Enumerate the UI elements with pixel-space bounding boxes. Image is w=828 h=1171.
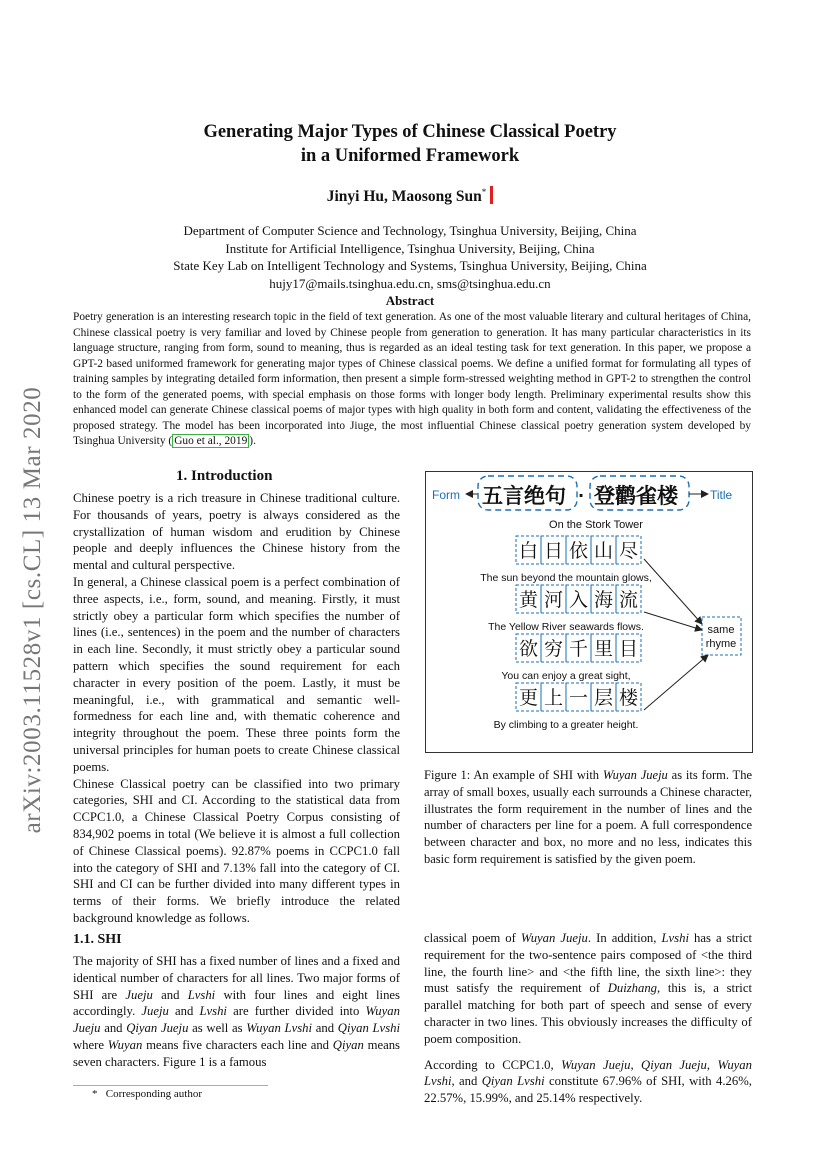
form-label: Form [432, 488, 460, 502]
text-run: , this is, a strict parallel matching for both part of speech and sense of every character in two lines. This obviously increases the difficulty of poem composition. [424, 981, 752, 1046]
shi-continued [424, 930, 752, 1107]
poem-character: 尽 [618, 540, 639, 562]
caption-rest: as its form. The array of small boxes, usually each surrounds a Chinese character, illustrates the form requirement in the number of lines and the number of characters per line for a poem. A full correspondence between character and box, no more and no less, indicates this basic form requirement is satisfied by the given poem. [424, 768, 752, 866]
poem-character: 上 [543, 687, 564, 709]
text-run: are further divided into [226, 1004, 366, 1019]
footnote [92, 1088, 202, 1100]
term-qiyan: Qiyan [332, 1037, 364, 1052]
section-heading-introduction: 1. Introduction [176, 468, 273, 484]
term-qiyan-jueju: Qiyan Jueju [641, 1057, 707, 1072]
intro-paragraph-1: Chinese poetry is a rich treasure in Chinese traditional culture. For thousands of years, poetry is always considered as the crystallization of human wisdom and erudition by Chinese people and deeply influences the Chinese history from the mental and cultural perspective. [73, 491, 400, 573]
text-run: , [706, 1057, 718, 1072]
affiliation-1: Department of Computer Science and Technology, Tsinghua University, Beijing, China [183, 223, 637, 238]
poem-character: 一 [568, 687, 589, 709]
author-emails: hujy17@mails.tsinghua.edu.cn, sms@tsinghua.edu.cn [269, 275, 551, 291]
form-text: 五言绝句 [482, 484, 566, 508]
poem-character: 河 [543, 589, 564, 611]
paper-title [100, 120, 720, 168]
text-run: , and [451, 1074, 482, 1089]
title-label: Title [710, 488, 733, 502]
term-wuyan-lvshi: Wuyan Lvshi [424, 1057, 752, 1089]
poem-character: 楼 [618, 687, 639, 709]
affiliation-3: State Key Lab on Intelligent Technology and Systems, Tsinghua University, Beijing, China [173, 258, 647, 273]
figure-1-caption [424, 767, 752, 868]
text-run: as well as [188, 1021, 247, 1036]
text-run: where [73, 1037, 108, 1052]
poem-character: 依 [568, 540, 589, 562]
text-run: and [312, 1021, 338, 1036]
poem-character: 穷 [543, 638, 564, 660]
poem-character: 日 [543, 540, 564, 562]
poem-character: 海 [593, 589, 614, 611]
text-run: with four lines and eight lines accordingly. [73, 987, 400, 1019]
poem-character: 欲 [518, 638, 539, 660]
shi-paragraph [73, 953, 400, 1071]
poem-character: 黄 [518, 589, 539, 611]
abstract-period: . [253, 435, 256, 447]
separator-dot: · [578, 486, 585, 505]
text-run: means five characters each line and [142, 1037, 333, 1052]
intro-body [73, 490, 400, 927]
term-lvshi: Lvshi [661, 931, 689, 945]
rhyme-arrow-line-4 [644, 655, 708, 710]
poem-line-translation: You can enjoy a great sight, [501, 670, 631, 682]
citation-link[interactable]: Guo et al., 2019 [174, 435, 248, 447]
poem-character: 山 [593, 540, 614, 562]
term-lvshi: Lvshi [187, 987, 216, 1002]
intro-paragraph-2: In general, a Chinese classical poem is a perfect combination of three aspects, i.e., form, sound, and meaning. Firstly, it must strictly obey a particular form which specifies the number of lines (i.e., sentences) in the poem and the number of characters in each line. Secondly, it must strictly obey a particular sound pattern which specifies the sound requirement for each character in every position of the poem. Lastly, it must be meaningful, i.e., with grammatical and semantic well-formedness for each line and, with thematic coherence and integrity throughout the poem. These three points form the universal principles for human poets to create Chinese classical poems. [73, 574, 400, 774]
text-run: According to CCPC1.0, [424, 1057, 562, 1072]
title-line-1: Generating Major Types of Chinese Classical Poetry [203, 122, 617, 142]
poem-line-translation: The Yellow River seawards flows. [488, 621, 644, 633]
text-run: The majority of SHI has a fixed number of lines and a fixed and identical number of characters for all lines. Two major forms of SHI are [73, 954, 400, 1002]
term-jueju: Jueju [125, 987, 153, 1002]
figure-1 [425, 471, 753, 753]
term-qiyan-lvshi: Qiyan Lvshi [481, 1074, 545, 1089]
arxiv-id: arXiv:2003.11528v1 [cs.CL] 13 Mar 2020 [19, 386, 46, 834]
text-run: and [152, 987, 188, 1002]
text-run: classical poem of [424, 931, 521, 945]
term-lvshi: Lvshi [199, 1004, 227, 1019]
title-text: 登鹳雀楼 [594, 484, 678, 508]
shi-paragraph-continued [424, 930, 752, 1048]
term-jueju: Jueju [141, 1004, 169, 1019]
poem-character: 流 [618, 589, 639, 611]
author-mark: * [481, 186, 487, 197]
intro-paragraph-3: Chinese Classical poetry can be classified into two primary categories, SHI and CI. According to the statistical data from CCPC1.0, a Chinese Classical Poetry Corpus consisting of 834,902 poems in total (We believe it is almost a full collection of Chinese Classical poems). 92.87% poems in CCPC1.0 fall into the category of SHI and 7.13% fall into the category of CI. SHI and CI can be further divided into many different types in terms of their forms. We briefly introduce the related background knowledge as follows. [73, 776, 400, 925]
text-run: , [630, 1057, 642, 1072]
text-run: means seven characters. Figure 1 is a famous [73, 1037, 400, 1069]
term-qiyan-lvshi: Qiyan Lvshi [337, 1021, 400, 1036]
poem-line-translation: By climbing to a greater height. [493, 719, 639, 731]
poem-character: 目 [618, 638, 639, 660]
text-cursor [490, 186, 493, 204]
text-run: has a strict requirement for the two-sentence pairs composed of <the third line, the fourth line> and <the fifth line, the sixth line>: they must satisfy the requirement of [424, 931, 752, 996]
caption-form: Wuyan Jueju [602, 768, 668, 782]
abstract-body: Poetry generation is an interesting research topic in the field of text generation. As one of the most valuable literary and cultural heritages of China, Chinese classical poetry is very familiar and loved by Chinese people from generation to generation. It has many particular characteristics in its language structure, ranging from form, sound to meaning, thus is regarded as an ideal testing task for text generation. In this paper, we propose a GPT-2 based uniformed framework for generating major types of Chinese classical poems. We define a unified format for formulating all types of training samples by integrating detailed form information, then present a simple form-stressed weighting method in GPT-2 to strengthen the control to the form of the generated poems, with special emphasis on those forms with longer body length. Preliminary experimental results show this enhanced model can generate Chinese classical poems of major types with high quality in both form and content, validating the effectiveness of the proposed strategy. The model has been incorporated into Jiuge, the most influential Chinese classical poetry generation system developed by Tsinghua University ( Guo et al., 2019 ). [73, 311, 751, 447]
poem-line-translation: The sun beyond the mountain glows, [480, 572, 652, 584]
text-run: . In addition, [587, 931, 662, 945]
term-wuyan-jueju: Wuyan Jueju [520, 931, 588, 945]
shi-body [73, 953, 400, 1071]
text-run: constitute 67.96% of SHI, with 4.26%, 22.57%, 15.99%, and 25.14% respectively. [424, 1074, 752, 1106]
poem-character: 更 [518, 687, 539, 709]
rhyme-label-same: same [707, 624, 735, 636]
poem-title-english: On the Stork Tower [549, 519, 643, 531]
term-qiyan-jueju: Qiyan Jueju [126, 1021, 189, 1036]
abstract-heading: Abstract [385, 293, 435, 308]
title-line-2: in a Uniformed Framework [300, 146, 520, 166]
poem-character: 千 [568, 638, 589, 660]
footnote-text: Corresponding author [105, 1088, 202, 1100]
abstract-text: Poetry generation is an interesting research topic in the field of text generation. As one of the most valuable literary and cultural heritages of China, Chinese classical poetry is very familiar and loved by Chinese people from generation to generation. It has many particular characteristics in its language structure, ranging from form, sound to meaning, thus is regarded as an ideal testing task for text generation. In this paper, we propose a GPT-2 based uniformed framework for generating major types of Chinese classical poems. We define a unified format for formulating all types of training samples by integrating detailed form information, then present a simple form-stressed weighting method in GPT-2 to strengthen the control to the form of the generated poems, with special emphasis on those forms with longer body length. Preliminary experimental results show this enhanced model can generate Chinese classical poems of major types with high quality in both form and content, validating the effectiveness of the proposed strategy. The model has been incorporated into Jiuge, the most influential Chinese classical poetry generation system developed by Tsinghua University [73, 311, 751, 447]
author-names: Jinyi Hu, Maosong Sun [326, 188, 482, 205]
term-duizhang: Duizhang [607, 981, 658, 996]
rhyme-label-rhyme: rhyme [705, 638, 737, 650]
poem-character: 里 [593, 638, 614, 660]
poem-character: 白 [518, 540, 539, 562]
term-wuyan: Wuyan [107, 1037, 143, 1052]
term-wuyan-lvshi: Wuyan Lvshi [246, 1021, 313, 1036]
authors [100, 186, 720, 206]
footnote-mark: * [92, 1088, 98, 1100]
affiliations [100, 222, 720, 292]
poem-character: 入 [568, 589, 589, 611]
footnote-rule [73, 1085, 268, 1086]
shi-stats-paragraph [424, 1057, 752, 1107]
caption-lead: Figure 1: An example of SHI with [424, 768, 603, 782]
arxiv-sidebar [8, 360, 58, 860]
term-wuyan-jueju: Wuyan Jueju [561, 1057, 631, 1072]
affiliation-2: Institute for Artificial Intelligence, Tsinghua University, Beijing, China [225, 240, 595, 256]
figure-diagram [426, 472, 752, 752]
term-wuyan-jueju: Wuyan Jueju [73, 1004, 400, 1036]
text-run: and [168, 1004, 200, 1019]
poem-lines [480, 536, 652, 731]
section-heading-shi: 1.1. SHI [73, 932, 122, 947]
poem-character: 层 [593, 687, 614, 709]
text-run: and [100, 1021, 127, 1036]
